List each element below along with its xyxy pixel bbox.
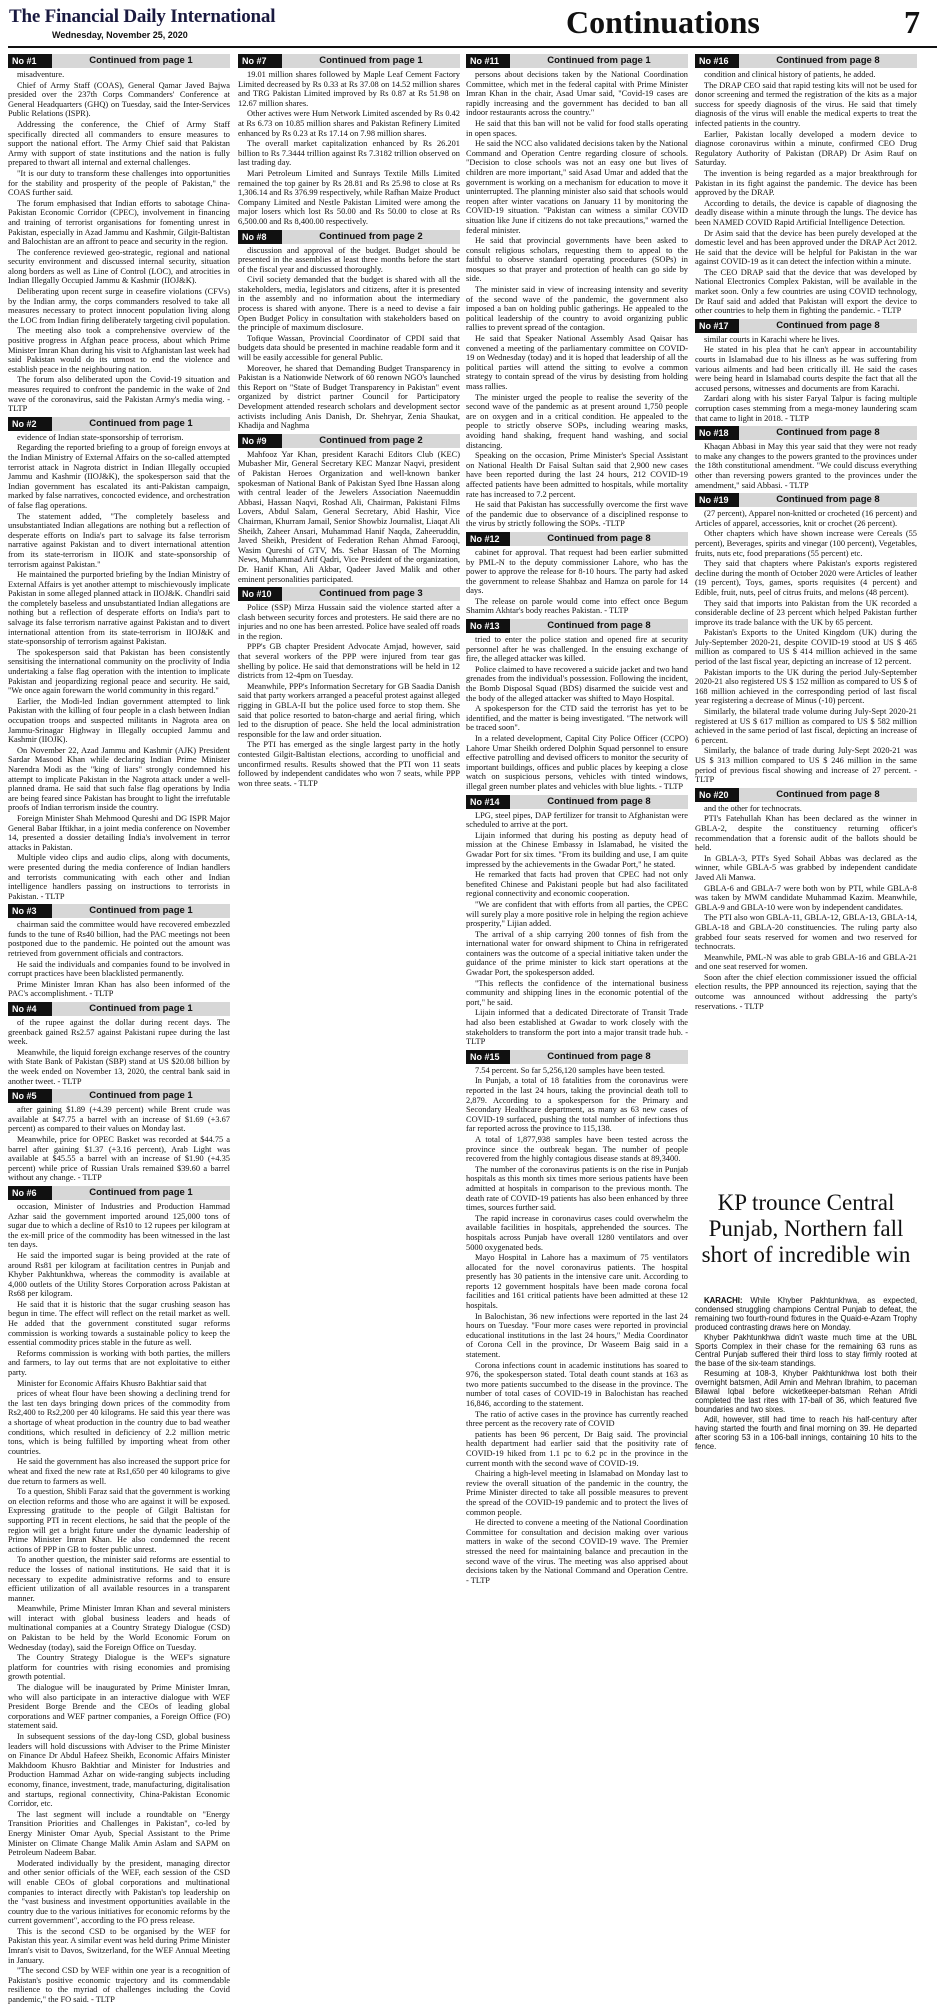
article-paragraph: In Punjab, a total of 18 fatalities from the coronavirus were reported in the last 24 hours, taking the provincial death toll to 2,879. According to a spokesperson for the Primary and Secondary Healthcare department, as many as 63 new cases of COVID-19 surfaced, pushing the total number of infections thus far reported across the province to 115,138.	[466, 1076, 688, 1134]
article-number: No #14	[466, 795, 510, 809]
paper-name: The Financial Daily International	[9, 6, 276, 27]
article-number: No #18	[695, 426, 739, 440]
article-paragraph: Moderated individually by the president, managing director and other senior officials of the WEF, each session of the CSD will enable CEOs of global corporations and multinational companies to interact directly with Pakistan's top leadership on the "vast business and investment opportunities available in the country due to the various initiatives for economic reforms by the current government", according to the FO press release.	[8, 1858, 230, 1926]
article-paragraph: He directed to convene a meeting of the National Coordination Committee for consultation and decision making over various matters in wake of the second COVID-19 wave. The Premier stressed the need for maintaining balance and precaution in the second wave of the virus. The meeting was also apprised about decisions taken by the National Command and Operation Centre. - TLTP	[466, 1518, 688, 1585]
article-paragraph: Minister for Economic Affairs Khusro Bakhtiar said that	[17, 1378, 207, 1388]
continuation-bar	[8, 1089, 230, 1103]
article-paragraph: Police (SSP) Mirza Hussain said the violence started after a clash between security forces and protesters. He said there are no injuries and no one has been arrested. Police have sealed off roads in the region.	[238, 603, 460, 641]
article-paragraph: Mayo Hospital in Lahore has a maximum of 75 ventilators allocated for the novel coronavirus patients. The hospital presently has 30 patients in the intensive care unit. According to reports 12 government hospitals have been made corona focal facilities and 161 critical patients have been admitted at these 12 hospitals.	[466, 1253, 688, 1311]
article-paragraph: He said that Pakistan has successfully overcome the first wave of the pandemic due to observance of a disciplined response to the virus by strictly following the SOPs. -TLTP	[466, 500, 688, 529]
article	[695, 493, 917, 785]
continued-from-label: Continued from page 8	[739, 493, 917, 507]
continuation-bar	[466, 54, 688, 68]
kp-story-paragraph: Adil, however, still had time to reach his half-century after having started the fourth and final morning on 39. He departed after scoring 53 in a 106-ball innings, containing 10 hits to the fence.	[695, 1414, 917, 1451]
article-body	[238, 603, 460, 788]
article-paragraph: Multiple video clips and audio clips, along with documents, were presented during the media conference of Indian handlers and terrorists communicating with each other and Indian intelligence handlers passing on instructions to terrorists in Pakistan. - TLTP	[8, 853, 230, 901]
article-paragraph: Lijain informed that during his posting as deputy head of mission at the Chinese Embassy in Islamabad, he visited the Gwadar Port for six times. "From its building and use, I am quite impressed by the achievements in the Gwadar Port," he stated.	[466, 830, 688, 869]
article-paragraph: He said the individuals and companies found to be involved in corrupt practices have been blacklisted permanently.	[8, 959, 230, 979]
article-number: No #2	[8, 417, 52, 431]
article	[695, 54, 917, 316]
article	[466, 532, 688, 616]
article-number: No #1	[8, 54, 52, 68]
article-paragraph: He remarked that facts had proven that CPEC had not only benefited Chinese and Pakistani people but had also facilitated regional connectivity and economic cooperation.	[466, 870, 688, 899]
article-paragraph: Tofique Wassan, Provincial Coordinator of CPDI said that budgets data should be presented in machine readable form and it will be easily accessible for general Public.	[238, 333, 460, 363]
article-paragraph: Meanwhile, PML-N was able to grab GBLA-16 and GBLA-21 and one seat reserved for women.	[695, 952, 917, 972]
article-body	[466, 70, 688, 529]
continued-from-label: Continued from page 1	[52, 1002, 230, 1016]
article-paragraph: Regarding the reported briefing to a group of foreign envoys at the Indian Ministry of External Affairs on the so-called attempted terrorist attack in Nagrota district in Indian Illegally occupied Jammu and Kashmir (IIOJ&K), the spokesperson said that the Indian government has escalated its anti-Pakistan campaign, marked by false narratives, concocted evidence, and orchestration of false flag operations.	[8, 443, 230, 510]
article-paragraph: GBLA-6 and GBLA-7 were both won by PTI, while GBLA-8 was taken by MWM candidate Muhammad Kazim. Meanwhile, GBLA-9 and GBLA-10 were won by independent candidates.	[695, 883, 917, 912]
article-paragraph: PPP's GB chapter President Advocate Amjad, however, said that several workers of the PPP were injured from tear gas shelling by police. He said that demonstrations will be held in 12 districts from 12-4pm on Tuesday.	[238, 642, 460, 681]
article-paragraph: The forum also deliberated upon the Covid-19 situation and measures required to confront the pandemic in the wake of 2nd wave of the coronavirus, said the Pakistan Army's media wing. - TLTP	[8, 375, 230, 414]
article-paragraph: cabinet for approval. That request had been earlier submitted by PML-N to the deputy commissioner Lahore, who has the power to approve the release for 8-10 hours. The party had asked the government to release Shahbaz and Hamza on parole for 14 days.	[466, 547, 688, 596]
article-number: No #3	[8, 904, 52, 918]
article	[8, 1002, 230, 1086]
article-paragraph: The statement added, "The completely baseless and unsubstantiated Indian allegations are nothing but a reflection of desperate efforts on India's part to salvage its false terrorism narrative against Pakistan and to divert international attention from its state-terrorism in IIOJK and state-sponsorship of terrorism against Pakistan."	[8, 511, 230, 569]
article-paragraph: Reforms commission is working with both parties, the millers and farmers, to lay out terms that are not exploitative to either party.	[8, 1348, 230, 1378]
article-body	[695, 335, 917, 423]
article-paragraph: The PTI has emerged as the single largest party in the hotly contested Gilgit-Baltistan elections, according to unofficial and unconfirmed results. Results showed that the PTI won 11 seats followed by independent candidates who won 7 seats, while PPP won three seats. - TLTP	[238, 740, 460, 788]
continuation-bar	[238, 54, 460, 68]
article	[8, 904, 230, 999]
article-body	[466, 635, 688, 792]
column-2	[238, 54, 460, 1579]
article-body	[695, 804, 917, 1011]
article-paragraph: Deliberating upon recent surge in ceasefire violations (CFVs) by the Indian army, the corps commanders resolved to take all measures necessary to protect innocent population living along the LOC from Indian firing deliberately targeting civil population.	[8, 287, 230, 325]
article	[238, 54, 460, 227]
article	[238, 587, 460, 788]
article-paragraph: The CEO DRAP said that the device that was developed by National Electronics Complex Pakistan, will be available in the market soon. Only a few countries are using COVID technology, Dr Rauf said and added that Pakistan will export the device to other countries to help them in fighting the pandemic. - TLTP	[695, 267, 917, 316]
article-paragraph: after gaining $1.89 (+4.39 percent) while Brent crude was available at $47.75 a barrel with an increase of $1.69 (+3.67 percent) as compared to their values on Monday last.	[8, 1105, 230, 1134]
article-paragraph: persons about decisions taken by the National Coordination Committee, which met in the federal capital with Prime Minister Imran Khan in the chair, Asad Umar said, "Covid-19 cases are rapidly increasing and the government has decided to ban all indoor restaurants across the country."	[466, 70, 688, 118]
continuation-bar	[695, 788, 917, 802]
article-paragraph: similar courts in Karachi where he lives.	[704, 334, 840, 344]
masthead	[0, 0, 945, 50]
article-number: No #5	[8, 1089, 52, 1103]
article-paragraph: Pakistan imports to the UK during the period July-September 2020-21 also registered US $ 152 million as compared to US $ of 168 million achieved in the corresponding period of last fiscal year registering a decrease of Minus (-10) percent.	[695, 667, 917, 706]
article-paragraph: The PTI also won GBLA-11, GBLA-12, GBLA-13, GBLA-14, GBLA-18 and GBLA-20 constituencies. The ruling party also grabbed four seats reserved for women and two reserved for technocrats.	[695, 913, 917, 952]
article-number: No #20	[695, 788, 739, 802]
kp-dateline: KARACHI:	[704, 1296, 743, 1305]
issue-date: Wednesday, November 25, 2020	[52, 30, 188, 40]
article-paragraph: Chief of Army Staff (COAS), General Qamar Javed Bajwa presided over the 237th Corps Commanders' Conference at General Headquarters (GHQ) on Tuesday, said the Inter-Services Public Relations (ISPR).	[8, 80, 230, 119]
article-paragraph: In subsequent sessions of the day-long CSD, global business leaders will hold discussions with Adviser to the Prime Minister on Finance Dr Abdul Hafeez Sheikh, Economic Affairs Minister Makhdoom Khusro Bakhtiar and Minister for Industries and Production Hammad Azhar on wide-ranging subjects including economy, finance, investment, trade, manufacturing, digitalisation and startups, regional connectivity, China-Pakistan Economic Corridor, etc.	[8, 1732, 230, 1809]
article-number: No #19	[695, 493, 739, 507]
article-paragraph: He said that Speaker National Assembly Asad Qaisar has convened a meeting of the parliamentary committee on COVID-19 on Wednesday (today) and it is hoped that leadership of all the political parties will attend the sitting to evolve a common strategy to contain spread of the virus by desisting from holding mass rallies.	[466, 334, 688, 391]
article-body	[8, 920, 230, 999]
article-paragraph: Corona infections count in academic institutions has soared to 976, the spokesperson stated. Total death count stands at 163 as two more patients succumbed to the disease in the province. The number of total cases of COVID-19 in Balochistan has reached 16,846, according to the statement.	[466, 1360, 688, 1408]
article-body	[8, 433, 230, 902]
continuation-bar	[8, 1186, 230, 1200]
article-number: No #11	[466, 54, 510, 68]
article-paragraph: This is the second CSD to be organised by the WEF for Pakistan this year. A similar event was held during Prime Minister Imran's visit to Davos, Switzerland, for the WEF Annual Meeting in January.	[8, 1926, 230, 1965]
article-paragraph: "It is our duty to transform these challenges into opportunities for the stability and prosperity of the people of Pakistan," the COAS further said.	[8, 168, 230, 198]
continuation-bar	[695, 319, 917, 333]
article-paragraph: condition and clinical history of patients, he added.	[704, 70, 876, 79]
article-paragraph: They said that imports into Pakistan from the UK recorded a considerable decline of 23 percent which helped Pakistan further improve its trade balance with the UK by 65 percent.	[695, 598, 917, 627]
article-paragraph: Foreign Minister Shah Mehmood Qureshi and DG ISPR Major General Babar Iftikhar, in a joint media conference on November 14, presented a dossier detailing India's involvement in terror attacks in Pakistan.	[8, 813, 230, 852]
kp-story-body	[695, 1297, 917, 1577]
article-paragraph: In a related development, Capital City Police Officer (CCPO) Lahore Umar Sheikh ordered Dolphin Squad personnel to ensure effective patrolling and devised officers to monitor the security of important buildings, offices and public places by keeping a close watch on suspicious persons, vehicles with tinted windows, illegal green number plates and vehicles with blue lights. - TLTP	[466, 734, 688, 791]
continued-from-label: Continued from page 2	[282, 230, 460, 244]
continuation-bar	[466, 619, 688, 633]
article-number: No #12	[466, 532, 510, 546]
article-paragraph: Speaking on the occasion, Prime Minister's Special Assistant on National Health Dr Faisal Sultan said that 2,900 new cases have been reported during the last 24 hours, 212 COVID-19 affected patients have been admitted to hospitals, while mortality rate has increased to 7.2 percent.	[466, 451, 688, 499]
article-paragraph: Meanwhile, Prime Minister Imran Khan and several ministers will interact with global business leaders and heads of multinational companies at a Country Strategy Dialogue (CSD) on Pakistan to be held by the World Economic Forum on Wednesday (today), said the Foreign Office on Tuesday.	[8, 1604, 230, 1652]
article-paragraph: "We are confident that with efforts from all parties, the CPEC will surely play a more positive role in helping the region achieve prosperity," Lijian added.	[466, 899, 688, 929]
article-paragraph: The invention is being regarded as a major breakthrough for Pakistan in its fight against the pandemic. The device has been approved by the DRAP.	[695, 168, 917, 198]
column-1	[8, 54, 230, 2005]
article-paragraph: In GBLA-3, PTI's Syed Sohail Abbas was declared as the winner, while GBLA-5 was grabbed by independent candidate Javed Ali Manwa.	[695, 853, 917, 882]
article-paragraph: The ratio of active cases in the province has currently reached three percent as the recovery rate of COVID	[466, 1409, 688, 1429]
article-paragraph: evidence of Indian state-sponsorship of terrorism.	[17, 432, 184, 442]
continuation-bar	[8, 904, 230, 918]
article-paragraph: A total of 1,877,938 samples have been tested across the province since the outbreak began. The number of people recovered from the highly contagious disease stands at 89,3400.	[466, 1134, 688, 1164]
article-number: No #15	[466, 1050, 510, 1064]
article-number: No #4	[8, 1002, 52, 1016]
article	[8, 1186, 230, 2005]
article-paragraph: of the rupee against the dollar during recent days. The greenback gained Rs2.57 against Pakistani rupee during the last week.	[8, 1018, 230, 1047]
article-paragraph: Earlier, the Modi-led Indian government attempted to link Pakistan with the killing of four people in a clash between Indian occupation troops and suspected militants in Nagrota area on Jammu-Srinagar Highway in Illegally occupied Jammu and Kashmir (IIOJK).	[8, 696, 230, 745]
article-paragraph: In Balochistan, 36 new infections were reported in the last 24 hours on Tuesday. "Four more cases were reported in provincial educational institutions in the last 24 hours," Media Coordinator of Corona Cell in the province, Dr Waseem Baig said in a statement.	[466, 1311, 688, 1360]
article-body	[8, 1018, 230, 1086]
article-paragraph: He stated in his plea that he can't appear in accountability courts in Islamabad due to his illness as he was suffering from various ailments and had been critically ill. He said the cases were being heard in Islamabad courts despite the fact that all the accused persons, witnesses and documents are from Karachi.	[695, 345, 917, 393]
article	[466, 619, 688, 792]
article-paragraph: The number of the coronavirus patients is on the rise in Punjab hospitals as this month six times more serious patients have been admitted at hospitals in comparison to the previous month. The death rate of COVID-19 patients has also been enhanced by three times, sources further said.	[466, 1164, 688, 1213]
article-body	[8, 70, 230, 414]
article-paragraph: occasion, Minister of Industries and Production Hammad Azhar said the government imported around 125,000 tons of sugar due to which a decline of Rs10 to 12 rupees per kilogram at the ex-mill price of the commodity has been witnessed in the last ten days.	[8, 1201, 230, 1250]
column-3	[466, 54, 688, 1585]
article	[466, 1050, 688, 1585]
continuation-bar	[8, 1002, 230, 1016]
article-paragraph: Zardari along with his sister Faryal Talpur is facing multiple corruption cases stemming from a mega-money laundering scam that came to light in 2018. - TLTP	[695, 394, 917, 423]
continued-from-label: Continued from page 8	[739, 54, 917, 68]
continuation-bar	[466, 795, 688, 809]
article	[238, 434, 460, 584]
continuation-bar	[695, 426, 917, 440]
continued-from-label: Continued from page 1	[52, 417, 230, 431]
continued-from-label: Continued from page 1	[282, 54, 460, 68]
continued-from-label: Continued from page 1	[510, 54, 688, 68]
article-body	[695, 509, 917, 785]
article-paragraph: discussion and approval of the budget. Budget should be presented in the assemblies at least three months before the start of the fiscal year and discussed thoroughly.	[238, 245, 460, 274]
article-paragraph: He said that provincial governments have been asked to consult religious scholars, requesting them to appeal to the faithful to observe standard operating procedures (SOPs) in mosques so that prayer and protection of health can go side by side.	[466, 236, 688, 284]
article-paragraph: PTI's Fatehullah Khan has been declared as the winner in GBLA-2, despite the constituency returning officer's recommendation that a forensic audit of the ballots should be held.	[695, 814, 917, 853]
article-paragraph: Mari Petroleum Limited and Sunrays Textile Mills Limited remained the top gainer by Rs 28.81 and Rs 25.98 to close at Rs 1,306.14 and Rs 376.99 respectively, while Rafhan Maize Product Company Limited and Nestle Pakistan Limited were among the major losers which lost Rs 50.00 and Rs 50.00 to close at Rs 6,500.00 and Rs 8,400.00 respectively.	[238, 168, 460, 226]
article-paragraph: The forum emphasised that Indian efforts to sabotage China-Pakistan Economic Corridor (CPEC), involvement in financing and training of terrorist organisations for fomenting unrest in Pakistan, especially in Azad Jammu and Kashmir, Gilgit-Baltistan and Balochistan are an affront to peace and security in the region.	[8, 198, 230, 247]
article-paragraph: The overall market capitalization enhanced by Rs 26.201 billion to Rs 7.3444 trillion against Rs 7.3182 trillion observed on last trading day.	[238, 139, 460, 168]
article-paragraph: prices of wheat flour have been showing a declining trend for the last ten days bringing down prices of the commodity from Rs2,400 to Rs2,200 per 40 kilograms. He said this year there was a shortage of wheat production in the country due to bad weather conditions, which resulted in deficiency of 2.2 million metric tons, which is being fulfilled by importing wheat from other countries.	[8, 1389, 230, 1456]
article-paragraph: The last segment will include a roundtable on "Energy Transition Priorities and Challenges in Pakistan", co-led by Energy Minister Omar Ayub, Special Assistant to the Prime Minister on Climate Change Malik Amin Aslam and SAPM on Petroleum Nadeem Babar.	[8, 1809, 230, 1858]
masthead-rule	[8, 46, 937, 48]
article-paragraph: According to details, the device is capable of diagnosing the deadly disease within a minute through the lungs. The device has been NAMED COVID Rapid Artificial Intelligence Detection.	[695, 198, 917, 227]
article-number: No #17	[695, 319, 739, 333]
article-paragraph: Lijain informed that a dedicated Directorate of Transit Trade had also been established at Gwadar to work closely with the stakeholders to transform the port into a major transit trade hub. - TLTP	[466, 1008, 688, 1047]
article-paragraph: He said that this ban will not be valid for food stalls operating in open spaces.	[466, 118, 688, 138]
article-paragraph: The arrival of a ship carrying 200 tonnes of fish from the international water for onward shipment to China in refrigerated containers was the outcome of a special initiative taken under the guidance of the prime minister to kick start operations at the Gwadar Port, the spokesperson added.	[466, 929, 688, 978]
article-paragraph: Dr Asim said that the device has been purely developed at the domestic level and has been approved under the DRAP Act 2012. He said that the device will be helpful for Pakistan in the war against COVID-19 as it can detect the infection within a minute.	[695, 228, 917, 267]
continuation-bar	[238, 434, 460, 448]
article-body	[466, 548, 688, 616]
article-paragraph: The minister said in view of increasing intensity and severity of the second wave of the pandemic, the government also imposed a ban on holding public gatherings. He appealed to the political leadership of the country to avoid organizing public rallies to prevent spread of the contagion.	[466, 285, 688, 333]
article-paragraph: 19.01 million shares followed by Maple Leaf Cement Factory Limited decreased by Rs 0.33 at Rs 37.08 on 14.52 million shares and TRG Pakistan Limited improved by Rs 0.87 at Rs 51.98 on 12.67 million shares.	[238, 70, 460, 108]
article	[466, 54, 688, 529]
article-paragraph: On November 22, Azad Jammu and Kashmir (AJK) President Sardar Masood Khan while declaring Indian Prime Minister Narendra Modi as the "king of liars" strongly condemned his attempt to implicate Pakistan in the Nagrota attack under a well-planned drama. He said that such false flag operations by India are being feared since Pakistan has brought to light the irrefutable proofs of Indian terrorism inside the country.	[8, 745, 230, 813]
article-paragraph: He said the NCC also validated decisions taken by the National Command and Operation Centre regarding closure of schools. "Decision to close schools was not an easy one but lives of children are more important," said Asad Umar and added that the government is working on a mechanism for education to move it uninterrupted. The planning minister also said that schools would reopen after winter vacations on January 11 by monitoring the COVID-19 situation. "Pakistan can witness a similar COVID situation like June if citizens do not take precautions," warned the federal minister.	[466, 139, 688, 235]
continued-from-label: Continued from page 1	[52, 1089, 230, 1103]
article-paragraph: Chairing a high-level meeting in Islamabad on Monday last to review the overall situation of the pandemic in the country, the Prime Minister directed to take all possible measures to prevent the spread of the COVID-19 pandemic and to protect the lives of common people.	[466, 1469, 688, 1517]
kp-story-paragraph: Resuming at 108-3, Khyber Pakhtunkhwa lost both their overnight batsmen, Adil Amin and Mehran Ibrahim, to paceman Bilawal Iqbal before wicketkeeper-batsman Rehan Afridi completed the last rites with 17-ball of 36, which featured five boundaries and two sixes.	[695, 1369, 917, 1414]
article-paragraph: The minister urged the people to realise the severity of the second wave of the pandemic as at present around 1,750 people are on oxygen and in a critical condition. He appealed to the people to strictly observe SOPs, including wearing masks, avoiding hand shaking, frequent hand washing, and social distancing.	[466, 392, 688, 450]
article-paragraph: Other chapters which have shown increase were Cereals (55 percent), Beverages, spirits and vinegar (100 percent), Vegetables, fruits, nuts etc, food preparations (55 percent) etc.	[695, 529, 917, 558]
article-paragraph: "This reflects the confidence of the international business community and shipping lines in the economic potential of the port," he said.	[466, 978, 688, 1007]
article-body	[695, 70, 917, 316]
article-paragraph: To another question, the minister said reforms are essential to reduce the losses of national institutions. He said that it is necessary to expedite administrative reforms and to ensure efficient utilization of all available resources in a transparent manner.	[8, 1555, 230, 1603]
article-number: No #13	[466, 619, 510, 633]
article-paragraph: Meanwhile, price for OPEC Basket was recorded at $44.75 a barrel after gaining $1.37 (+3.16 percent), Arab Light was available at $45.55 a barrel with an increase of $1.90 (+4.35 percent) while price of Russian Urals remained $39.60 a barrel without any change. - TLTP	[8, 1134, 230, 1183]
continued-from-label: Continued from page 8	[510, 532, 688, 546]
article-paragraph: He said that it is historic that the sugar crushing season has begun in time. The effect will reflect on the retail market as well. He added that the government constituted sugar reforms commission is working towards a sustainable policy to keep the essential commodity prices stable in the future as well.	[8, 1299, 230, 1348]
article	[8, 54, 230, 414]
continuation-bar	[466, 1050, 688, 1064]
article-paragraph: Similarly, the balance of trade during July-Sept 2020-21 was US $ 313 million compared to US $ 246 million in the same period of previous fiscal showing and increase of 27 percent. - TLTP	[695, 746, 917, 785]
article	[8, 417, 230, 902]
continued-from-label: Continued from page 8	[739, 788, 917, 802]
continuation-bar	[695, 54, 917, 68]
column-4	[695, 54, 917, 1179]
article-body	[8, 1105, 230, 1183]
article-paragraph: He maintained the purported briefing by the Indian Ministry of External Affairs is yet another attempt to mischievously implicate Pakistan in some alleged planned attack in IIOJ&K. Chandlri said the completely baseless and unsubstantiated Indian allegations are nothing but a reflection of desperate efforts on India's part to salvage its false terrorism narrative against Pakistan and to divert international attention from its state-terrorism in IIOJ&K and state-sponsorship of terrorism against Pakistan.	[8, 570, 230, 647]
article-paragraph: Similarly, the bilateral trade volume during July-Sept 2020-21 registered at US $ 617 million as compared to US $ 582 million achieved in the same period of last fiscal, depicting an increase of 6 percent.	[695, 707, 917, 745]
continuation-bar	[238, 230, 460, 244]
article	[238, 230, 460, 431]
continued-from-label: Continued from page 8	[510, 1050, 688, 1064]
continuation-bar	[8, 54, 230, 68]
article-paragraph: The Country Strategy Dialogue is the WEF's signature platform for countries with rising economies and promising growth potential.	[8, 1653, 230, 1682]
article-paragraph: LPG, steel pipes, DAP fertilizer for transit to Afghanistan were scheduled to arrive at the port.	[466, 810, 688, 830]
continued-from-label: Continued from page 8	[510, 619, 688, 633]
continued-from-label: Continued from page 1	[52, 54, 230, 68]
article-paragraph: Meanwhile, the liquid foreign exchange reserves of the country with State Bank of Pakistan (SBP) stand at US $20.08 billion by the week ended on November 13, 2020, the central bank said in another tweet. - TLTP	[8, 1047, 230, 1086]
article-paragraph: The dialogue will be inaugurated by Prime Minister Imran, who will also participate in an interactive dialogue with WEF President Borge Brende and the CEOs of leading global corporations and WEF partner companies, a Foreign Office (FO) statement said.	[8, 1683, 230, 1731]
continued-from-label: Continued from page 1	[52, 1186, 230, 1200]
article	[8, 1089, 230, 1183]
article-body	[695, 442, 917, 490]
article-paragraph: He said the government has also increased the support price for wheat and fixed the new rate at Rs1,650 per 40 kilograms to give due return to farmers as well.	[8, 1457, 230, 1486]
continued-from-label: Continued from page 8	[510, 795, 688, 809]
continued-from-label: Continued from page 1	[52, 904, 230, 918]
article-body	[466, 1066, 688, 1585]
article-paragraph: Earlier, Pakistan locally developed a modern device to diagnose coronavirus within a minute, confirmed CEO Drug Regulatory Authority of Pakistan (DRAP) Dr Asim Rauf on Saturday.	[695, 129, 917, 168]
article-number: No #6	[8, 1186, 52, 1200]
article-paragraph: Meanwhile, PPP's Information Secretary for GB Saadia Danish said that party workers arranged a peaceful protest against alleged rigging in GBLA-II but the police used force to stop them. She said that police resorted to baton-charge and aerial firing, which led to the disruption of peace. She held the local administration responsible for the law and order situation.	[238, 681, 460, 739]
kp-story-paragraph	[695, 1297, 917, 1333]
article-paragraph: Other actives were Hum Network Limited ascended by Rs 0.42 at Rs 6.73 on 10.85 million shares and Pakistan Refinery Limited enhanced by Rs 0.23 at Rs 17.14 on 7.98 million shares.	[238, 109, 460, 138]
article-paragraph: He said the imported sugar is being provided at the rate of around Rs81 per kilogram at facilitation centres in Punjab and Khyber Pakhtunkhwa, whereas the commodity is available at 4,000 outlets of the Utility Stores Corporation across Pakistan at Rs68 per kilogram.	[8, 1250, 230, 1299]
article-paragraph: Pakistan's Exports to the United Kingdom (UK) during the July-September 2020-21, despite COVID-19 stood at US $ 465 million as compared to US $ 414 million achieved in the same period of the last fiscal year, depicting an increase of 12 percent.	[695, 628, 917, 667]
continuation-bar	[695, 493, 917, 507]
page-number: 7	[904, 4, 920, 40]
article	[695, 788, 917, 1011]
article-paragraph: Police claimed to have recovered a suicide jacket and two hand grenades from the individual's possession. Following the incident, the Bomb Disposal Squad (BDS) disarmed the suicide vest and the body of the alleged attacker was shifted to Mayo Hospital.	[466, 664, 688, 703]
article-paragraph: Prime Minister Imran Khan has also been informed of the PAC's accomplishment. - TLTP	[8, 979, 230, 999]
article-paragraph: To a question, Shibli Faraz said that the government is working on election reforms and those who are against it will be exposed. Expressing gratitude to the people of Gilgit Baltistan for supporting PTI in recent elections, he said that the people of the region will get a bright future under the dynamic leadership of Prime Minister Imran Khan. He also condemned the recent actions of PPP in GB to foster public unrest.	[8, 1487, 230, 1554]
article	[466, 795, 688, 1047]
article-paragraph: 7.54 percent. So far 5,256,120 samples have been tested.	[475, 1065, 666, 1075]
article-body	[466, 811, 688, 1047]
article	[695, 319, 917, 423]
article-body	[238, 246, 460, 431]
article-paragraph: The meeting also took a comprehensive overview of the positive progress in Afghan peace process, about which Prime Minister Imran Khan during his visit to Afghanistan last week had said Pakistan would do its utmost to end the violence and establish peace in the neighbouring nation.	[8, 326, 230, 374]
article-paragraph: The conference reviewed geo-strategic, regional and national security environment and discussed internal security, situation along borders as well as Line of Control (LOC), and atrocities in Indian Illegally Occupied Jammu & Kashmir (IIOJ&K).	[8, 247, 230, 286]
continued-from-label: Continued from page 2	[282, 434, 460, 448]
article-number: No #10	[238, 587, 282, 601]
article-paragraph: A spokesperson for the CTD said the terrorist has yet to be identified, and the matter is being investigated. "The network will be traced soon".	[466, 704, 688, 733]
article-paragraph: They said that chapters where Pakistan's exports registered decline during the month of October 2020 were Articles of leather (19 percent), Toys, games, sports requisites (4 percent) and Edible, fruit, nuts, peel of citrus fruits, and melons (48 percent).	[695, 559, 917, 597]
kp-story-paragraph: Khyber Pakhtunkhwa didn't waste much time at the UBL Sports Complex in their chase for the remaining 63 runs as Central Punjab suffered their third loss to stay firmly rooted at the base of the six-team standings.	[695, 1332, 917, 1369]
article-number: No #16	[695, 54, 739, 68]
article-paragraph: tried to enter the police station and opened fire at security personnel after he was challenged. In the ensuing exchange of fire, the alleged attacker was killed.	[466, 635, 688, 664]
article-paragraph: The spokesperson said that Pakistan has been consistently sensitising the international community on the proclivity of India undertaking a false flag operation with the intention to implicate Pakistan and jeopardizing regional peace and security. He said, "We once again forewarn the world community in this regard."	[8, 647, 230, 696]
article-paragraph: The release on parole would come into effect once Begum Shamim Akhtar's body reaches Pakistan. - TLTP	[466, 596, 688, 616]
article-paragraph: Moreover, he shared that Demanding Budget Transparency in Pakistan is a Nationwide Network of 60 renown NGO's launched this Report on "State of Budget Transparency in Pakistan" event organized by district partner Council for Participatory Development attended research scholars and development sector activists including Anis Danish, Dr. Shehryar, Zenia Shaukat, Khadija and Naghma	[238, 363, 460, 431]
article-body	[238, 70, 460, 227]
article-paragraph: Addressing the conference, the Chief of Army Staff specifically directed all commanders to ensure measures to support the national effort. The Army Chief said that Pakistan Army with support of state institutions and the nation is fully prepared to thwart all internal and external challenges.	[8, 119, 230, 168]
article-paragraph: "The second CSD by WEF within one year is a recognition of Pakistan's positive economic trajectory and its commendable resilience to the myriad of challenges including the Covid pandemic," the FO said. - TLTP	[8, 1966, 230, 2005]
continued-from-label: Continued from page 3	[282, 587, 460, 601]
article-paragraph: and the other for technocrats.	[704, 803, 802, 813]
article-body	[238, 450, 460, 584]
article	[695, 426, 917, 490]
continuation-bar	[238, 587, 460, 601]
section-title: Continuations	[566, 4, 760, 40]
article-paragraph: patients has been 96 percent, Dr Baig said. The provincial health department had earlier said that the positivity rate of COVID-19 hiked from 1.1 pc to 6.2 pc in the province in the current month with the second wave of COVID-19.	[466, 1429, 688, 1468]
article-number: No #8	[238, 230, 282, 244]
article-paragraph: misadventure.	[17, 70, 65, 79]
article-paragraph: The DRAP CEO said that rapid testing kits will not be used for donor screening and termed the registration of the kits as a major success for speedy diagnosis of the virus. He said that timely diagnosis of the virus will enable the medical experts to treat the infected patients in the country.	[695, 80, 917, 128]
article-number: No #7	[238, 54, 282, 68]
article-paragraph: Khaqan Abbasi in May this year said that they were not ready to make any changes to the powers granted to the provinces under the 18th constitutional amendment. "We could discuss everything other than reversing powers granted to the provinces under the amendment," said Abbasi. - TLTP	[695, 442, 917, 490]
article-paragraph: Soon after the chief election commissioner issued the official election results, the PPP announced its rejection, saying that the outcome was announced without addressing the party's reservations. - TLTP	[695, 972, 917, 1011]
kp-lead-text: While Khyber Pakhtunkhwa, as expected, condensed struggling champions Central Punjab to defeat, the remaining two fourth-round fixtures in the Quaid-e-Azam Trophy produced contrasting draws here on Monday.	[695, 1296, 918, 1332]
continued-from-label: Continued from page 8	[739, 426, 917, 440]
article-number: No #9	[238, 434, 282, 448]
kp-headline: KP trounce Central Punjab, Northern fall short of incredible win	[701, 1190, 911, 1267]
continued-from-label: Continued from page 8	[739, 319, 917, 333]
continuation-bar	[8, 417, 230, 431]
article-body	[8, 1202, 230, 2005]
continuation-bar	[466, 532, 688, 546]
article-paragraph: chairman said the committee would have recovered embezzled funds to the tune of Rs40 billion, had the PAC meetings not been postponed due to the pandemic. He pointed out the amount was retrieved from government officials and contractors.	[8, 920, 230, 959]
article-paragraph: Mahfooz Yar Khan, president Karachi Editors Club (KEC) Mubasher Mir, General Secretary KEC Manzar Naqvi, president of Pakistan Heroes Organization and well-known banker spokesman of National Bank of Pakistan Syed Ibne Hassan along with central leader of the Jewelers Association Naeemuddin Abbasi, Hassan Naqvi, Roshad Ali, Chairman, Pakistani Films Lovers, Abdul Salam, General Secretary, Abid Hashir, Vice Chairman, Khurram Jamail, Senior Showbiz Journalist, Liaqat Ali Sheikh, Zaheer Ansari, Muhammad Hanif Naqda, Zaheeruddin, Javed Sheikh, President of Federation Rehan Ahmad Farooqi, Wasim Qureshi of GTV, Ms. Sehar Hassan of The Morning News, Muhammad Arif Qadri, Vice President of the organization, Dr. Hanif Khan, Ali Akbar, Qadeer Javed Malik and other eminent personalities participated.	[238, 449, 460, 584]
article-paragraph: Civil society demanded that the budget is shared with all the stakeholders, media, legislators and citizens, after it is presented in the assembly and no information about the intermediary process is shared with anyone. There is a need to devise a fair Open Budget Policy in consultation with stakeholders based on the principle of maximum disclosure.	[238, 275, 460, 333]
article-paragraph: (27 percent), Apparel non-knitted or crocheted (16 percent) and Articles of apparel, accessories, knit or crochet (26 percent).	[695, 509, 917, 528]
article-paragraph: The rapid increase in coronavirus cases could overwhelm the available facilities in hospitals, apprehended the sources. The hospitals across Punjab have overall 1280 ventilators and over 5000 oxygenated beds.	[466, 1213, 688, 1252]
